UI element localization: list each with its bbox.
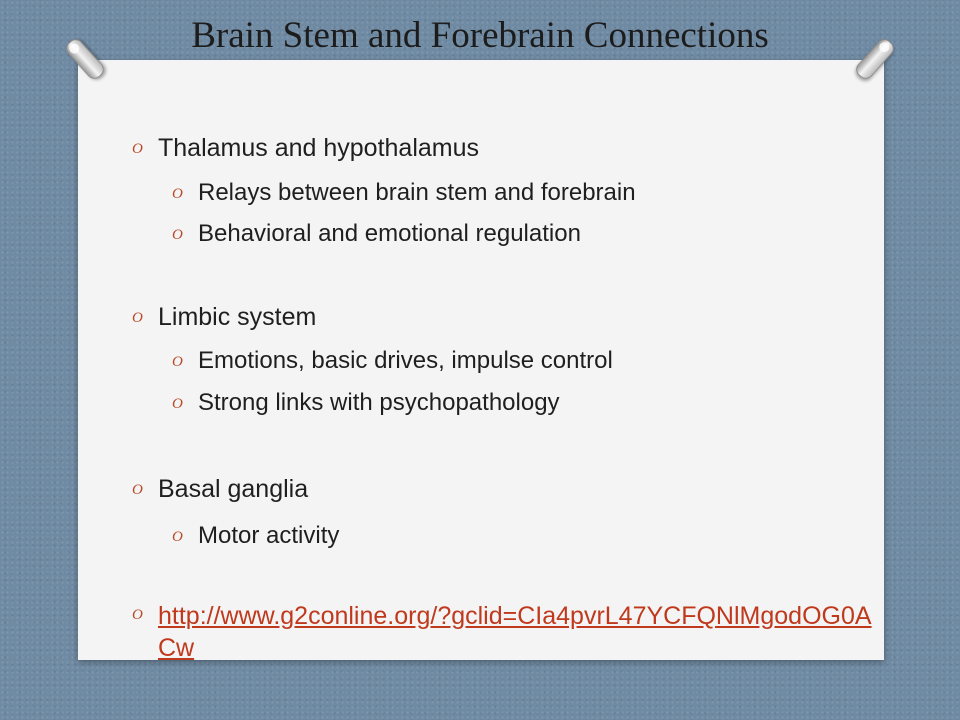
- bullet-emotions-drives: [172, 347, 613, 375]
- bullet-relays: [172, 179, 636, 207]
- bullet-text: Behavioral and emotional regulation: [198, 220, 581, 247]
- bullet-icon: O: [172, 396, 183, 412]
- bullet-icon: O: [132, 310, 143, 326]
- bullet-psychopathology: [172, 389, 560, 417]
- bullet-basal-ganglia: [132, 475, 308, 504]
- bullet-limbic-system: [132, 303, 316, 332]
- bullet-icon: O: [172, 529, 183, 545]
- bullet-behavioral-regulation: [172, 220, 581, 248]
- bullet-icon: O: [132, 482, 143, 498]
- bullet-thalamus-hypothalamus: [132, 134, 479, 163]
- bullet-text: Relays between brain stem and forebrain: [198, 179, 636, 206]
- bullet-text: Motor activity: [198, 522, 340, 549]
- bullet-text: Basal ganglia: [158, 475, 309, 503]
- slide-title: Brain Stem and Forebrain Connections: [191, 15, 769, 56]
- bullet-motor-activity: [172, 522, 339, 550]
- reference-link[interactable]: http://www.g2conline.org/?gclid=CIa4pvrL47YCFQNlMgodOG0ACw: [158, 602, 872, 662]
- bullet-icon: O: [172, 186, 183, 202]
- bullet-icon: O: [132, 141, 143, 157]
- bullet-text: Limbic system: [158, 303, 317, 331]
- bullet-link: [132, 600, 878, 664]
- bullet-text: Thalamus and hypothalamus: [158, 134, 480, 162]
- bullet-icon: O: [172, 354, 183, 370]
- bullet-text: Emotions, basic drives, impulse control: [198, 347, 613, 374]
- bullet-icon: O: [172, 227, 183, 243]
- bullet-text: Strong links with psychopathology: [198, 389, 560, 416]
- bullet-icon: O: [132, 607, 143, 623]
